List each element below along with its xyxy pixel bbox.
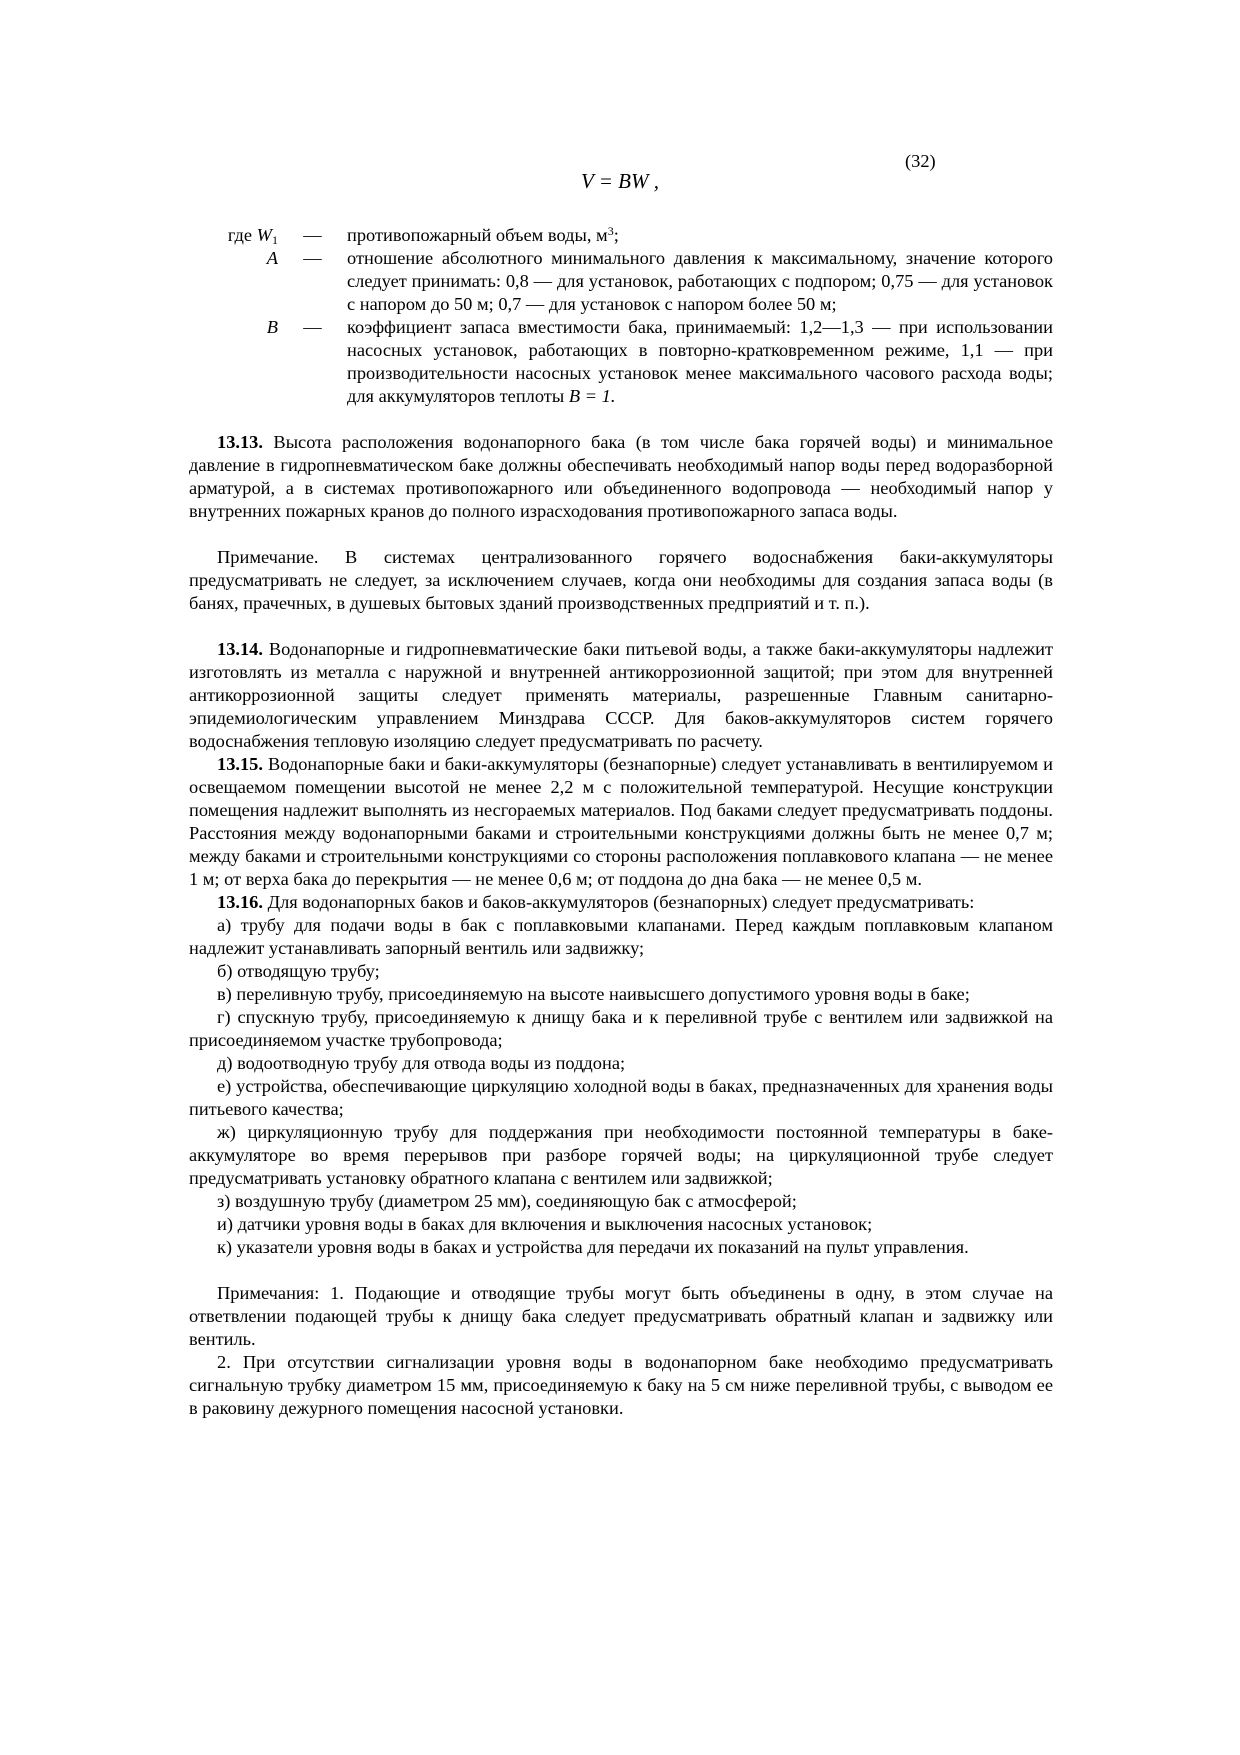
definition-dash: —	[303, 225, 322, 245]
variable-symbol: W	[256, 225, 272, 245]
body-text	[189, 431, 1053, 1420]
paragraph-text: е) устройства, обеспечивающие циркуляцию холодной воды в баках, предназначенных для хранения воды питьевого качества;	[189, 1076, 1053, 1119]
paragraph-text: в) переливную трубу, присоединяемую на высоте наивысшего допустимого уровня воды в баке;	[217, 984, 970, 1004]
paragraph	[189, 1190, 1053, 1213]
clause-number: 13.14.	[217, 639, 263, 659]
variable-symbol: A	[266, 248, 278, 268]
definition-prefix: где	[227, 225, 257, 245]
definition-row	[0, 247, 1240, 316]
paragraph-text: Примечание. В системах централизованного горячего водоснабжения баки-аккумуляторы предусматривать не следует, за исключением случаев, когда они необходимы для создания запаса воды (в банях, прачечных, в душевых бытовых зданий производственных предприятий и т. п.).	[189, 547, 1053, 613]
definition-text	[347, 224, 1053, 247]
paragraph	[189, 1236, 1053, 1259]
definition-row	[0, 316, 1240, 408]
clause-number: 13.16.	[217, 892, 263, 912]
paragraph-text: Примечания: 1. Подающие и отводящие трубы могут быть объединены в одну, в этом случае на ответвлении подающей трубы к днищу бака следует предусматривать обратный клапан и задвижку или вентиль.	[189, 1283, 1053, 1349]
paragraph-text: к) указатели уровня воды в баках и устройства для передачи их показаний на пульт управления.	[217, 1237, 969, 1257]
paragraph	[189, 983, 1053, 1006]
paragraph-text: Водонапорные баки и баки-аккумуляторы (безнапорные) следует устанавливать в вентилируемом и освещаемом помещении высотой не менее 2,2 м с положительной температурой. Несущие конструкции помещения надлежит выполнять из несгораемых материалов. Под баками следует предусматривать поддоны. Расстояния между водонапорными баками и строительными конструкциями должны быть не менее 0,7 м; между баками и строительными конструкциями со стороны расположения поплавкового клапана — не менее 1 м; от верха бака до перекрытия — не менее 0,6 м; от поддона до дна бака — не менее 0,5 м.	[189, 754, 1053, 889]
paragraph	[189, 1213, 1053, 1236]
definition-variable	[267, 316, 278, 339]
paragraph	[189, 1282, 1053, 1351]
definition-dash: —	[303, 248, 322, 268]
clause-number: 13.13.	[217, 432, 263, 452]
variable-symbol: B	[266, 317, 278, 337]
paragraph-text: Для водонапорных баков и баков-аккумуляторов (безнапорных) следует предусматривать:	[262, 892, 975, 912]
paragraph-text: д) водоотводную трубу для отвода воды из поддона;	[217, 1053, 626, 1073]
clause-paragraph	[189, 753, 1053, 891]
paragraph	[189, 546, 1053, 615]
definition-row	[0, 224, 1240, 247]
definition-variable	[267, 247, 278, 270]
formula: V = BW ,	[581, 169, 659, 193]
definition-text-tail: B = 1.	[568, 386, 616, 406]
variable-definitions	[0, 224, 1240, 408]
definition-text-tail: ;	[613, 225, 619, 245]
definition-text: отношение абсолютного минимального давления к максимальному, значение которого следует принимать: 0,8 — для установок, работающих с подпором; 0,75 — для установок с напором до 50 м; 0,7 — для установок с напором более 50 м;	[347, 248, 1053, 314]
paragraph-text: Водонапорные и гидропневматические баки питьевой воды, а также баки-аккумуляторы надлежит изготовлять из металла с наружной и внутренней антикоррозионной защитой; при этом для внутренней антикоррозионной защиты следует применять материалы, разрешенные Главным санитарно-эпидемиологическим управлением Минздрава СССР. Для баков-аккумуляторов систем горячего водоснабжения тепловую изоляцию следует предусматривать по расчету.	[189, 639, 1053, 751]
paragraph	[189, 1075, 1053, 1121]
clause-paragraph	[189, 891, 1053, 914]
paragraph-text: а) трубу для подачи воды в бак с поплавковыми клапанами. Перед каждым поплавковым клапаном надлежит устанавливать запорный вентиль или задвижку;	[189, 915, 1053, 958]
formula-number: (32)	[905, 151, 936, 171]
paragraph-text: и) датчики уровня воды в баках для включения и выключения насосных установок;	[217, 1214, 873, 1234]
paragraph	[189, 1351, 1053, 1420]
paragraph	[189, 914, 1053, 960]
unit-superscript: 3	[607, 224, 614, 238]
clause-paragraph	[189, 431, 1053, 523]
paragraph-text: Высота расположения водонапорного бака (в том числе бака горячей воды) и минимальное давление в гидропневматическом баке должны обеспечивать необходимый напор воды перед водоразборной арматурой, а в системах противопожарного или объединенного водопровода — необходимый напор у внутренних пожарных кранов до полного израсходования противопожарного запаса воды.	[189, 432, 1053, 521]
definition-text-body: коэффициент запаса вместимости бака, принимаемый: 1,2—1,3 — при использовании насосных установок, работающих в повторно-кратковременном режиме, 1,1 — при производительности насосных установок менее максимального часового расхода воды; для аккумуляторов теплоты	[347, 317, 1053, 406]
definition-text	[347, 316, 1053, 408]
paragraph-text: 2. При отсутствии сигнализации уровня воды в водонапорном баке необходимо предусматривать сигнальную трубку диаметром 15 мм, присоединяемую к баку на 5 см ниже переливной трубы, с выводом ее в раковину дежурного помещения насосной установки.	[189, 1352, 1053, 1418]
paragraph-text: б) отводящую трубу;	[217, 961, 380, 981]
paragraph	[189, 1121, 1053, 1190]
paragraph-text: ж) циркуляционную трубу для поддержания при необходимости постоянной температуры в баке-аккумуляторе во время перерывов при разборе горячей воды; на циркуляционной трубе следует предусматривать установку обратного клапана с вентилем или задвижкой;	[189, 1122, 1053, 1188]
variable-subscript: 1	[272, 233, 278, 247]
paragraph-text: з) воздушную трубу (диаметром 25 мм), соединяющую бак с атмосферой;	[217, 1191, 797, 1211]
definition-text-body: противопожарный объем воды, м	[347, 225, 608, 245]
paragraph	[189, 1006, 1053, 1052]
paragraph	[189, 1052, 1053, 1075]
paragraph-text: г) спускную трубу, присоединяемую к днищу бака и к переливной трубе с вентилем или задвижкой на присоединяемом участке трубопровода;	[189, 1007, 1053, 1050]
definition-dash: —	[303, 317, 322, 337]
clause-paragraph	[189, 638, 1053, 753]
clause-number: 13.15.	[217, 754, 263, 774]
paragraph	[189, 960, 1053, 983]
